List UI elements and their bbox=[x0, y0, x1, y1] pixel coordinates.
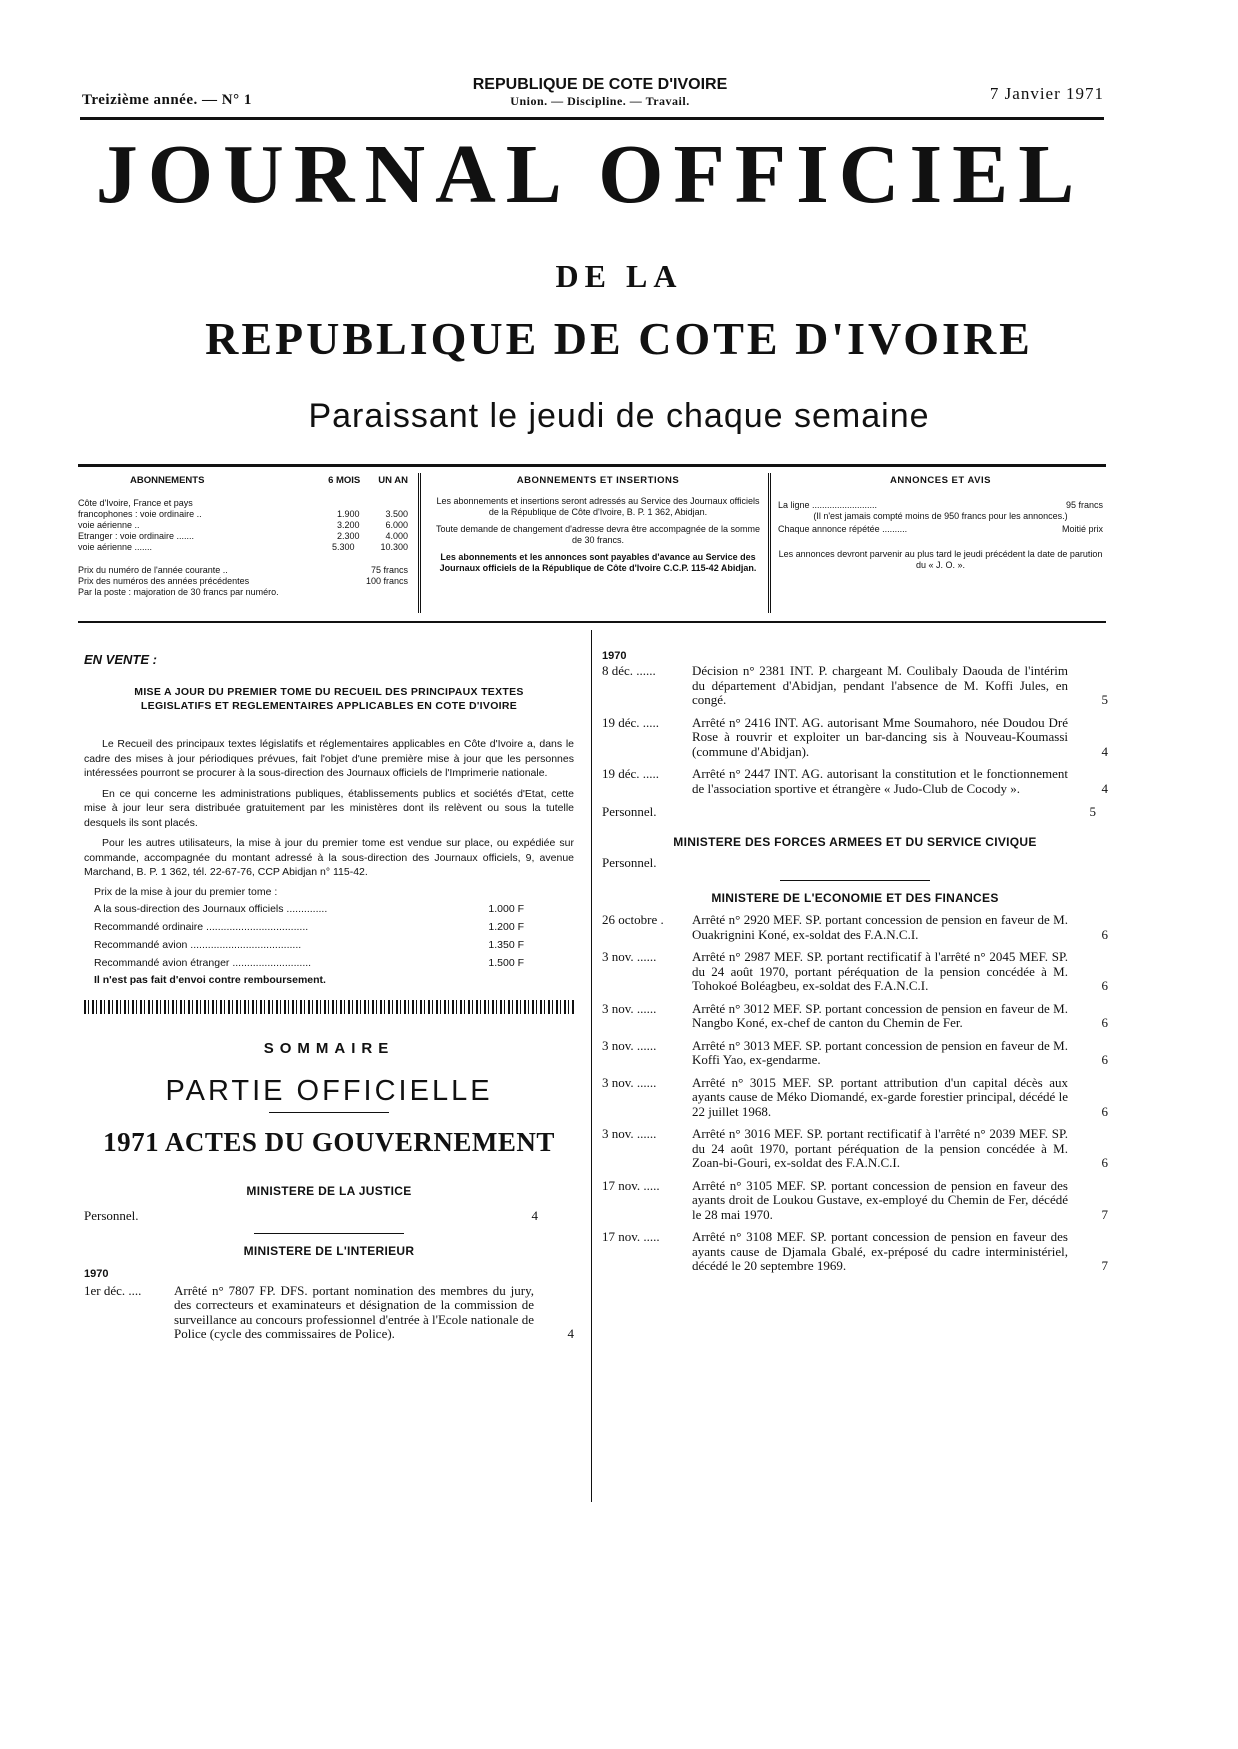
price-label: Prix des numéros des années précédentes bbox=[78, 576, 250, 586]
motto: Union. — Discipline. — Travail. bbox=[510, 94, 690, 108]
mise-para-3: Pour les autres utilisateurs, la mise à jour du premier tome est vendue sur place, ou expédiée sur commande, accompagnée du montant adressé à la sous-direction des Journaux officiels, 9, avenue Marchand, B. P. 1 362, tél. 22-67-76, CCP Abidjan n° 115-42. bbox=[84, 837, 574, 878]
entry-page: 7 bbox=[1101, 1206, 1108, 1222]
six-month-price: 1.900 bbox=[336, 509, 360, 519]
box-separator bbox=[768, 473, 771, 613]
column-divider bbox=[591, 630, 592, 1502]
journal-title: JOURNAL OFFICIEL bbox=[95, 128, 1085, 221]
six-month-price: 2.300 bbox=[336, 531, 360, 541]
price-row bbox=[78, 587, 408, 598]
entry-page: 7 bbox=[1101, 1258, 1108, 1273]
section-rule bbox=[254, 1233, 404, 1234]
subscription-row bbox=[78, 498, 408, 509]
top-rule bbox=[80, 117, 1104, 120]
entry-date: 19 déc. ..... bbox=[602, 766, 660, 781]
entry-date: 17 nov. ..... bbox=[602, 1177, 660, 1193]
mise-a-jour-title: MISE A JOUR DU PREMIER TOME DU RECUEIL DES PRINCIPAUX TEXTES LEGISLATIFS ET REGLEMENTAIRES APPLICABLES EN COTE D'IVOIRE bbox=[134, 686, 524, 712]
entry-date: 3 nov. ...... bbox=[602, 1000, 657, 1016]
entry-page: 4 bbox=[1101, 743, 1108, 759]
subscription-box bbox=[78, 464, 1106, 623]
right-column bbox=[602, 650, 1108, 1282]
personnel-page: 4 bbox=[531, 1207, 538, 1223]
list-item bbox=[602, 664, 1108, 708]
entry-page: 6 bbox=[1101, 926, 1108, 942]
separator-ornament bbox=[84, 1000, 574, 1014]
abonnements-column bbox=[78, 475, 408, 598]
entry-page: 6 bbox=[1101, 1155, 1108, 1170]
year-label: 1970 bbox=[84, 1267, 109, 1280]
prix-label: A la sous-direction des Journaux officiels .............. bbox=[94, 902, 328, 915]
section-rule bbox=[780, 880, 930, 881]
entry-page: 4 bbox=[567, 1326, 574, 1341]
entry-date: 3 nov. ...... bbox=[602, 1126, 657, 1141]
subscription-values bbox=[337, 531, 408, 542]
no-remboursement: Il n'est pas fait d'envoi contre remboursement. bbox=[94, 973, 326, 986]
insertions-p1: Les abonnements et insertions seront adressés au Service des Journaux officiels de la République de Côte d'Ivoire, B. P. 1 362, Abidjan. bbox=[436, 496, 760, 517]
year-price: 4.000 bbox=[385, 531, 408, 541]
price-label: Prix du numéro de l'année courante .. bbox=[78, 565, 228, 575]
prix-value: 1.350 F bbox=[488, 938, 524, 951]
partie-officielle: PARTIE OFFICIELLE bbox=[165, 1074, 493, 1107]
actes-heading: 1971 ACTES DU GOUVERNEMENT bbox=[103, 1126, 555, 1157]
sommaire-heading: SOMMAIRE bbox=[263, 1039, 395, 1057]
subscription-row bbox=[78, 520, 408, 531]
year-price: 3.500 bbox=[385, 509, 408, 519]
entry-text: Arrêté n° 3108 MEF. SP. portant concession de pension en faveur des ayants cause de Djamala Gbalé, ex-préposé du cadre interministériel, décédé le 20 septembre 1969. bbox=[692, 1229, 1068, 1273]
box-separator bbox=[418, 473, 421, 613]
entry-date: 1er déc. .... bbox=[84, 1282, 142, 1298]
personnel-page: 5 bbox=[1089, 804, 1096, 819]
entry-page: 6 bbox=[1101, 1103, 1108, 1119]
subscription-rows bbox=[78, 498, 408, 553]
list-item bbox=[602, 716, 1108, 760]
en-vente: EN VENTE : bbox=[84, 652, 157, 667]
issue-number: Treizième année. — N° 1 bbox=[82, 92, 252, 108]
price-row bbox=[78, 576, 408, 587]
col-1an: UN AN bbox=[378, 475, 408, 486]
prix-label: Recommandé avion ...................................... bbox=[94, 938, 302, 951]
entry-date: 19 déc. ..... bbox=[602, 714, 660, 730]
left-column bbox=[84, 652, 574, 1350]
insertions-heading: ABONNEMENTS ET INSERTIONS bbox=[516, 475, 680, 486]
entry-text: Arrêté n° 2416 INT. AG. autorisant Mme Soumahoro, née Doudou Dré Rose à rouvrir et exploiter un bar-dancing sis à Nouveau-Koumassi (commune d'Abidjan). bbox=[692, 714, 1068, 759]
subscription-values bbox=[337, 520, 408, 531]
prix-value: 1.500 F bbox=[488, 956, 524, 969]
subscription-label: Etranger : voie ordinaire ....... bbox=[78, 531, 195, 541]
entry-text: Arrêté n° 2987 MEF. SP. portant rectificatif à l'arrêté n° 2045 MEF. SP. du 24 août 1970, portant péréquation de la pension concédée à M. Tohokoé Boléagbeu, ex-soldat des F.A.N.C.I. bbox=[692, 949, 1068, 993]
list-item bbox=[602, 1127, 1108, 1171]
list-item bbox=[602, 1179, 1108, 1223]
prix-row bbox=[94, 936, 574, 954]
entry-text: Arrêté n° 3105 MEF. SP. portant concession de pension en faveur des ayants droit de Loukou Gustave, ex-employé du Chemin de Fer, décédé le 28 mai 1970. bbox=[692, 1177, 1068, 1222]
entry-text: Décision n° 2381 INT. P. chargeant M. Coulibaly Daouda de l'intérim du département d'Abidjan, pendant l'absence de M. Koffi Jules, en congé. bbox=[692, 663, 1068, 707]
annonces-column bbox=[778, 475, 1103, 571]
abonnements-heading: ABONNEMENTS bbox=[130, 475, 205, 486]
price-value: 75 francs bbox=[370, 565, 408, 575]
year-price: 10.300 bbox=[380, 542, 408, 552]
prix-list bbox=[84, 900, 574, 972]
mise-para-1: Le Recueil des principaux textes législatifs et réglementaires applicables en Côte d'Ivoire a, dans le cadre des mises à jour périodiques prévues, fait l'objet d'une première mise à jour que les personnes intéressées pourront se procurer à la sous-direction des Journaux officiels de l'Imprimerie nationale. bbox=[84, 738, 574, 779]
entry-text: Arrêté n° 2920 MEF. SP. portant concession de pension en faveur de M. Ouakrignini Koné, ex-soldat des F.A.N.C.I. bbox=[692, 912, 1068, 942]
entry-text: Arrêté n° 3013 MEF. SP. portant concession de pension en faveur de M. Koffi Yao, ex-gendarme. bbox=[692, 1037, 1068, 1067]
prix-row bbox=[94, 954, 574, 972]
subscription-values bbox=[337, 509, 408, 520]
prix-label: Recommandé ordinaire ................................... bbox=[94, 920, 309, 933]
subscription-label: francophones : voie ordinaire .. bbox=[78, 509, 202, 519]
prix-value: 1.000 F bbox=[488, 902, 524, 915]
issue-date: 7 Janvier 1971 bbox=[989, 84, 1104, 103]
entry-page: 6 bbox=[1101, 1052, 1108, 1067]
entry-text: Arrêté n° 3015 MEF. SP. portant attribution d'un capital décès aux ayants cause de Méko Diomandé, ex-garde forestier principal, décédé le 22 juillet 1968. bbox=[692, 1074, 1068, 1119]
entry-text: Arrêté n° 2447 INT. AG. autorisant la constitution et le fonctionnement de l'association sportive et étrangère « Judo-Club de Cocody ». bbox=[692, 766, 1068, 796]
price-row bbox=[78, 565, 408, 576]
ministere-economie: MINISTERE DE L'ECONOMIE ET DES FINANCES bbox=[711, 891, 999, 905]
entry-text: Arrêté n° 3012 MEF. SP. portant concession de pension en faveur de M. Nangbo Koné, ex-chef de canton du Chemin de Fer. bbox=[692, 1000, 1068, 1030]
entry-text: Arrêté n° 7807 FP. DFS. portant nomination des membres du jury, des correcteurs et examinateurs et désignation de la commission de surveillance au concours professionnel d'entrée à l'Ecole nationale de Police (cycle des commissaires de Police). bbox=[174, 1282, 534, 1341]
entry-page: 6 bbox=[1101, 1015, 1108, 1030]
entry-page: 5 bbox=[1101, 692, 1108, 707]
personnel-label: Personnel. bbox=[84, 1207, 139, 1223]
entry-date: 26 octobre . bbox=[602, 912, 664, 927]
subscription-label: Côte d'Ivoire, France et pays bbox=[78, 498, 193, 508]
list-item bbox=[602, 913, 1108, 942]
repete-value: Moitié prix bbox=[1061, 524, 1103, 534]
six-month-price: 3.200 bbox=[336, 520, 360, 530]
republic-title: REPUBLIQUE DE COTE D'IVOIRE bbox=[205, 313, 1033, 364]
list-item bbox=[602, 767, 1108, 796]
annonces-heading: ANNONCES ET AVIS bbox=[890, 475, 991, 486]
price-value: 100 francs bbox=[365, 576, 408, 586]
partie-rule bbox=[269, 1112, 389, 1113]
prix-row bbox=[94, 900, 574, 918]
prix-title: Prix de la mise à jour du premier tome : bbox=[94, 885, 278, 898]
list-item bbox=[602, 1002, 1108, 1031]
subscription-values bbox=[382, 498, 408, 509]
entry-date: 3 nov. ...... bbox=[602, 1037, 657, 1053]
economie-entries bbox=[602, 913, 1108, 1274]
insertions-column bbox=[433, 475, 763, 574]
list-item bbox=[84, 1284, 574, 1342]
list-item bbox=[602, 1039, 1108, 1068]
entry-page: 6 bbox=[1101, 978, 1108, 993]
personnel-label: Personnel. bbox=[602, 804, 657, 819]
mise-para-2: En ce qui concerne les administrations publiques, établissements publics et sociétés d'Etat, cette mise à jour leur sera distribuée gratuitement par les ministères dont ils relèvent ou sous la tutelle desquels ils sont placés. bbox=[84, 787, 574, 829]
subscription-row bbox=[78, 531, 408, 542]
entry-page: 4 bbox=[1101, 780, 1108, 796]
prix-row bbox=[94, 918, 574, 936]
republic-header bbox=[420, 76, 780, 109]
personnel-label: Personnel. bbox=[602, 855, 657, 870]
parution-line: Paraissant le jeudi de chaque semaine bbox=[308, 397, 930, 435]
prix-label: Recommandé avion étranger ........................... bbox=[94, 956, 312, 969]
number-prices bbox=[78, 565, 408, 598]
list-item bbox=[602, 1076, 1108, 1120]
list-item bbox=[602, 950, 1108, 994]
entry-date: 3 nov. ...... bbox=[602, 1074, 657, 1090]
list-item bbox=[602, 1230, 1108, 1274]
interieur-entries bbox=[602, 664, 1108, 796]
year-price: 6.000 bbox=[385, 520, 408, 530]
ministere-justice: MINISTERE DE LA JUSTICE bbox=[246, 1183, 412, 1198]
entry-date: 8 déc. ...... bbox=[602, 663, 656, 678]
entry-date: 17 nov. ..... bbox=[602, 1229, 660, 1244]
insertions-p3: Les abonnements et les annonces sont payables d'avance au Service des Journaux officiels de la République de Côte d'Ivoire C.C.P. 115-42 Abidjan. bbox=[439, 552, 757, 573]
col-6mois: 6 MOIS bbox=[328, 475, 361, 486]
entry-text: Arrêté n° 3016 MEF. SP. portant rectificatif à l'arrêté n° 2039 MEF. SP. du 24 août 1970, portant péréquation de la pension concédée à M. Zoan-bi-Gouri, ex-soldat des F.A.N.C.I. bbox=[692, 1126, 1068, 1170]
insertions-p2: Toute demande de changement d'adresse devra être accompagnée de la somme de 30 francs. bbox=[436, 524, 760, 545]
ministere-forces-armees: MINISTERE DES FORCES ARMEES ET DU SERVICE CIVIQUE bbox=[673, 835, 1037, 849]
subscription-label: voie aérienne ....... bbox=[78, 542, 153, 552]
subscription-label: voie aérienne .. bbox=[78, 520, 140, 530]
price-label: Par la poste : majoration de 30 francs par numéro. bbox=[78, 587, 279, 597]
ligne-label: La ligne .......................... bbox=[778, 500, 878, 510]
ligne-value: 95 francs bbox=[1065, 500, 1103, 510]
entry-date: 3 nov. ...... bbox=[602, 949, 657, 964]
year-label: 1970 bbox=[602, 650, 627, 662]
subscription-row bbox=[78, 509, 408, 520]
subscription-row bbox=[78, 542, 408, 553]
repete-label: Chaque annonce répétée .......... bbox=[778, 524, 908, 534]
republic-name: REPUBLIQUE DE COTE D'IVOIRE bbox=[472, 76, 728, 93]
de-la: DE LA bbox=[555, 258, 683, 294]
ministere-interieur: MINISTERE DE L'INTERIEUR bbox=[243, 1243, 415, 1258]
annonces-note: (Il n'est jamais compté moins de 950 francs pour les annonces.) bbox=[813, 511, 1068, 521]
prix-value: 1.200 F bbox=[488, 920, 524, 933]
annonces-delai: Les annonces devront parvenir au plus tard le jeudi précédent la date de parution du « J. O. ». bbox=[778, 549, 1103, 570]
subscription-values bbox=[332, 542, 408, 553]
six-month-price: 5.300 bbox=[331, 542, 355, 552]
